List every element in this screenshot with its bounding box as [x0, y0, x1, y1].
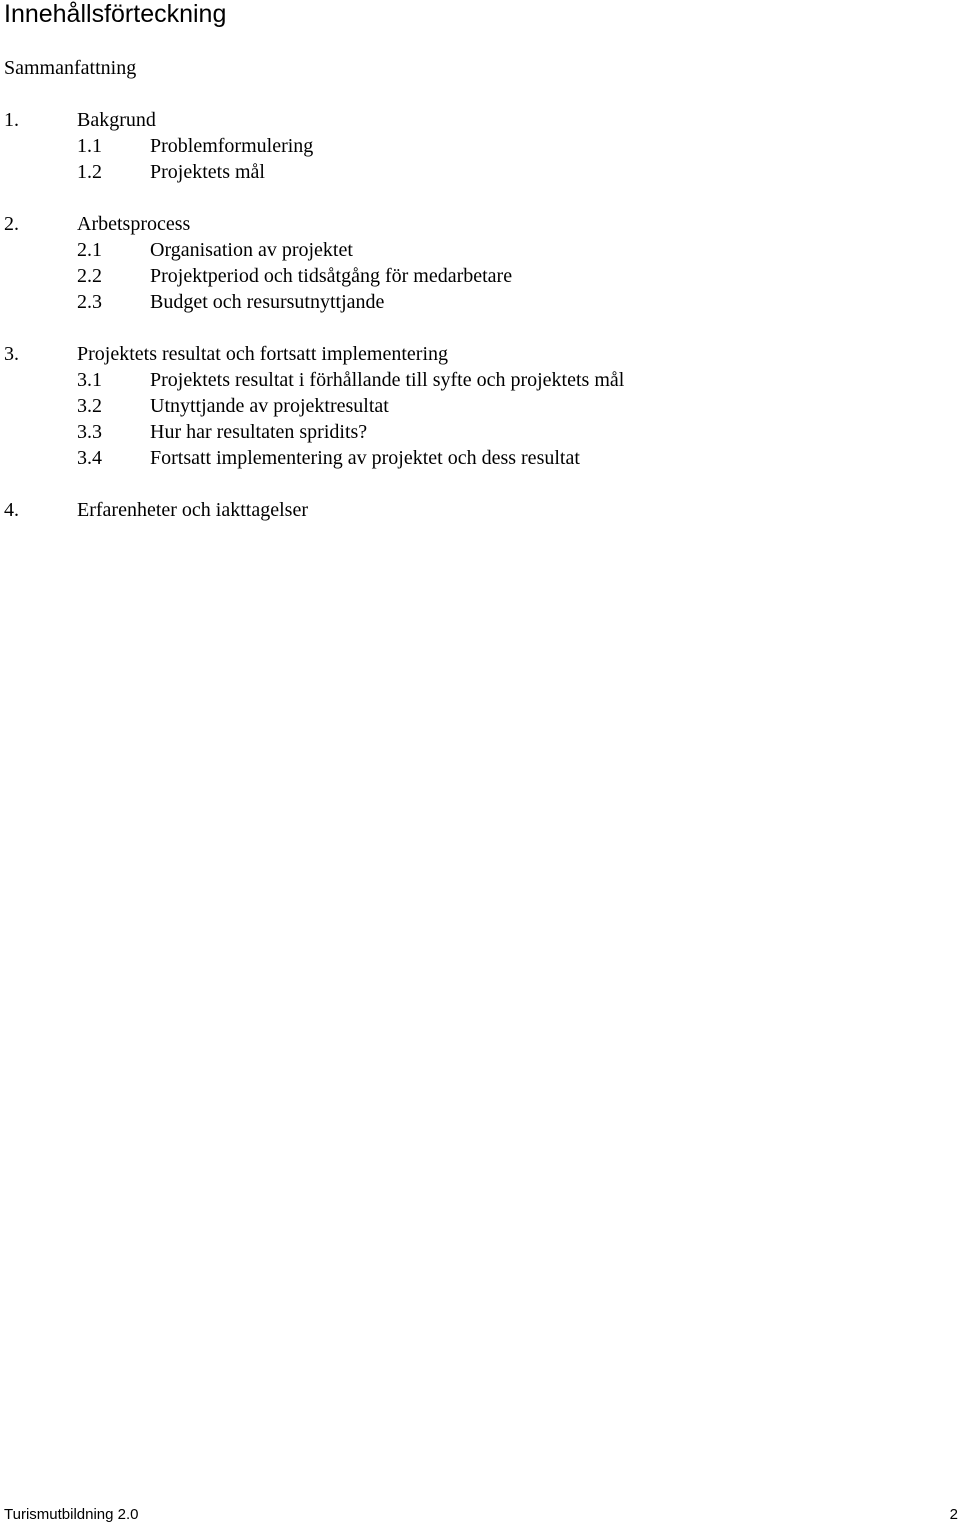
toc-subsection-label: Utnyttjande av projektresultat [150, 395, 389, 417]
toc-subsection-2-3 [4, 289, 944, 315]
toc-subsection-label: Fortsatt implementering av projektet och dess resultat [150, 447, 580, 469]
page-title: Innehållsförteckning [4, 0, 227, 28]
toc-chapter-label: Arbetsprocess [77, 213, 191, 235]
toc-subsection-label: Problemformulering [150, 135, 314, 157]
toc-subsection-label: Projektets mål [150, 161, 265, 183]
footer-page-number: 2 [949, 1506, 958, 1523]
toc-subsection-label: Budget och resursutnyttjande [150, 291, 385, 313]
toc-chapter-label: Projektets resultat och fortsatt implementering [77, 343, 449, 365]
toc-subsection-number: 2.3 [77, 291, 102, 313]
toc-subsection-3-4 [4, 445, 944, 471]
toc-chapter-2 [4, 211, 944, 237]
toc-subsection-label: Organisation av projektet [150, 239, 353, 261]
toc-subsection-label: Hur har resultaten spridits? [150, 421, 368, 443]
toc-subsection-3-3 [4, 419, 944, 445]
toc-subsection-number: 3.2 [77, 395, 102, 417]
toc-chapter-3 [4, 341, 944, 367]
toc-spacer [4, 81, 944, 107]
toc-subsection-2-2 [4, 263, 944, 289]
toc-subsection-label: Projektperiod och tidsåtgång för medarbetare [150, 265, 513, 287]
toc-subsection-number: 2.1 [77, 239, 102, 261]
toc-subsection-number: 1.1 [77, 135, 102, 157]
table-of-contents [4, 55, 944, 523]
toc-subsection-number: 3.3 [77, 421, 102, 443]
page-footer [4, 1505, 958, 1525]
toc-subsection-2-1 [4, 237, 944, 263]
toc-chapter-number: 3. [4, 343, 19, 365]
toc-subsection-1-1 [4, 133, 944, 159]
toc-chapter-label: Bakgrund [77, 109, 156, 131]
toc-subsection-1-2 [4, 159, 944, 185]
toc-subsection-label: Projektets resultat i förhållande till syfte och projektets mål [150, 369, 625, 391]
toc-spacer [4, 471, 944, 497]
toc-subsection-number: 3.1 [77, 369, 102, 391]
toc-chapter-number: 2. [4, 213, 19, 235]
toc-chapter-number: 1. [4, 109, 19, 131]
toc-subsection-3-1 [4, 367, 944, 393]
toc-subsection-3-2 [4, 393, 944, 419]
toc-chapter-label: Erfarenheter och iakttagelser [77, 499, 308, 521]
toc-subsection-number: 2.2 [77, 265, 102, 287]
toc-subsection-number: 3.4 [77, 447, 102, 469]
toc-subsection-number: 1.2 [77, 161, 102, 183]
footer-document-name: Turismutbildning 2.0 [4, 1506, 139, 1523]
toc-chapter-1 [4, 107, 944, 133]
toc-chapter-4 [4, 497, 944, 523]
toc-chapter-number: 4. [4, 499, 19, 521]
toc-entry-label: Sammanfattning [4, 57, 137, 79]
toc-spacer [4, 315, 944, 341]
toc-spacer [4, 185, 944, 211]
toc-entry-summary [4, 55, 944, 81]
